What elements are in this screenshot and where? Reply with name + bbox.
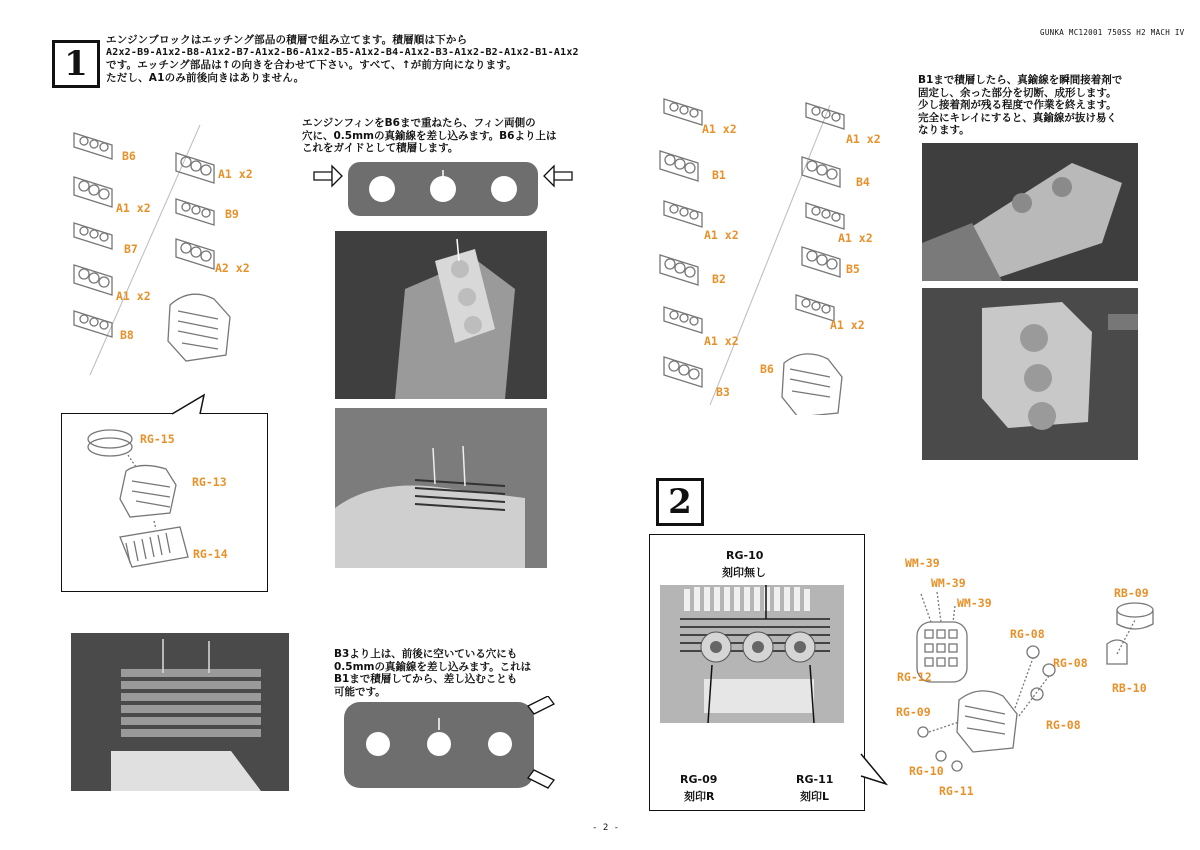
b3-note-line-4: 可能です。: [334, 685, 386, 698]
callout-parts-drawing: [80, 425, 190, 585]
stack2-right-label-3: B5: [846, 262, 860, 276]
part-label-rg08-a: RG-08: [1010, 627, 1045, 641]
callout-pointer: [170, 393, 210, 415]
intro-line-1: エンジンブロックはエッチング部品の積層で組み立てます。積層順は下から: [106, 34, 468, 46]
part-label-rg12: RG-12: [897, 670, 932, 684]
b1-note-line-1: B1まで積層したら、真鍮線を瞬間接着剤で: [918, 74, 1123, 86]
stack2-right-label-1: B4: [856, 175, 870, 189]
b1-note-line-3: 少し接着剤が残る程度で作業を終えます。: [918, 99, 1117, 111]
part-label-rg10: RG-10: [909, 764, 944, 778]
intro-line-4: ただし、A1のみ前後向きはありません。: [106, 71, 305, 84]
header-code: GUNKA MC12001 750SS H2 MACH IV: [1040, 28, 1185, 37]
stack1-label-1: A1 x2: [116, 201, 151, 215]
intro-line-3: です。エッチング部品は↑の向きを合わせて下さい。すべて、↑が前方向になります。: [106, 59, 517, 71]
step2-number-box: 2: [656, 478, 704, 526]
b1-note-line-4: 完全にキレイにすると、真鍮線が抜け易く: [918, 111, 1117, 124]
photo-b1-top-view: [922, 143, 1138, 281]
part-label-wm39-c: WM-39: [957, 596, 992, 610]
callout2-pointer: [860, 752, 888, 786]
rg09-mark-label: 刻印R: [684, 790, 715, 803]
fin-note: [302, 117, 562, 155]
photo-b1-finished: [922, 288, 1138, 460]
b3-note-line-1: B3より上は、前後に空いている穴にも: [334, 648, 518, 660]
stack2-label-0: A1 x2: [702, 122, 737, 136]
stack2-label-5: B3: [716, 385, 730, 399]
rg10-mark-label: 刻印無し: [722, 566, 766, 579]
step1-intro: [106, 34, 606, 84]
part-label-rg11: RG-11: [939, 784, 974, 798]
stack2-label-4: A1 x2: [704, 334, 739, 348]
b1-note: [918, 74, 1168, 137]
part-label-wm39-b: WM-39: [931, 576, 966, 590]
stack2-label-3: B2: [712, 272, 726, 286]
part-label-rg08-c: RG-08: [1046, 718, 1081, 732]
stack2-right-label-0: A1 x2: [846, 132, 881, 146]
part-label-rb09: RB-09: [1114, 586, 1149, 600]
part-label-wm39-a: WM-39: [905, 556, 940, 570]
part-label-rg09: RG-09: [896, 705, 931, 719]
b1-note-line-2: 固定し、余った部分を切断、成形します。: [918, 86, 1117, 99]
stack1-right-label-2: A2 x2: [215, 261, 250, 275]
page-number: - 2 -: [592, 823, 620, 833]
b1-note-line-5: なります。: [918, 124, 970, 136]
stack1-label-3: A1 x2: [116, 289, 151, 303]
stack1-right-label-0: A1 x2: [218, 167, 253, 181]
stack2-right-label-5: B6: [760, 362, 774, 376]
step1-etched-stack-drawing: [60, 115, 280, 385]
photo-engine-block-fins: [71, 633, 289, 791]
b3-note-line-2: 0.5mmの真鍮線を差し込みます。これは: [334, 660, 532, 673]
b3-note-line-3: B1まで積層してから、差し込むことも: [334, 673, 518, 685]
fin-note-line-2: 穴に、0.5mmの真鍮線を差し込みます。B6より上は: [302, 129, 557, 142]
stack2-label-1: B1: [712, 168, 726, 182]
fin-note-line-3: これをガイドとして積層します。: [302, 142, 459, 154]
photo-engine-fins-side: [335, 408, 547, 568]
stack1-right-label-1: B9: [225, 207, 239, 221]
intro-line-2: A2x2-B9-A1x2-B8-A1x2-B7-A1x2-B6-A1x2-B5-A1x2-B4-A1x2-B3-A1x2-B2-A1x2-B1-A1x2: [106, 46, 579, 58]
rg10-part-label: RG-10: [726, 549, 764, 562]
stack2-right-label-4: A1 x2: [830, 318, 865, 332]
photo-engine-stack-top: [335, 231, 547, 399]
photo-cylinder-head: [660, 585, 844, 723]
callout-label-rg15: RG-15: [140, 432, 175, 446]
callout-label-rg13: RG-13: [192, 475, 227, 489]
fin-note-line-1: エンジンフィンをB6まで重ねたら、フィン両側の: [302, 117, 536, 129]
stack1-label-2: B7: [124, 242, 138, 256]
rg09-part-label: RG-09: [680, 773, 718, 786]
stack1-label-0: B6: [122, 149, 136, 163]
rg11-part-label: RG-11: [796, 773, 834, 786]
stack2-right-label-2: A1 x2: [838, 231, 873, 245]
part-label-rb10: RB-10: [1112, 681, 1147, 695]
stack1-label-4: B8: [120, 328, 134, 342]
stack2-label-2: A1 x2: [704, 228, 739, 242]
callout-label-rg14: RG-14: [193, 547, 228, 561]
step1-number-box: 1: [52, 40, 100, 88]
b3-note: [334, 648, 564, 698]
rg11-mark-label: 刻印L: [800, 790, 830, 803]
part-label-rg08-b: RG-08: [1053, 656, 1088, 670]
etch-plate-b6-diagram: [312, 158, 574, 218]
etch-plate-b3-diagram: [340, 696, 560, 796]
